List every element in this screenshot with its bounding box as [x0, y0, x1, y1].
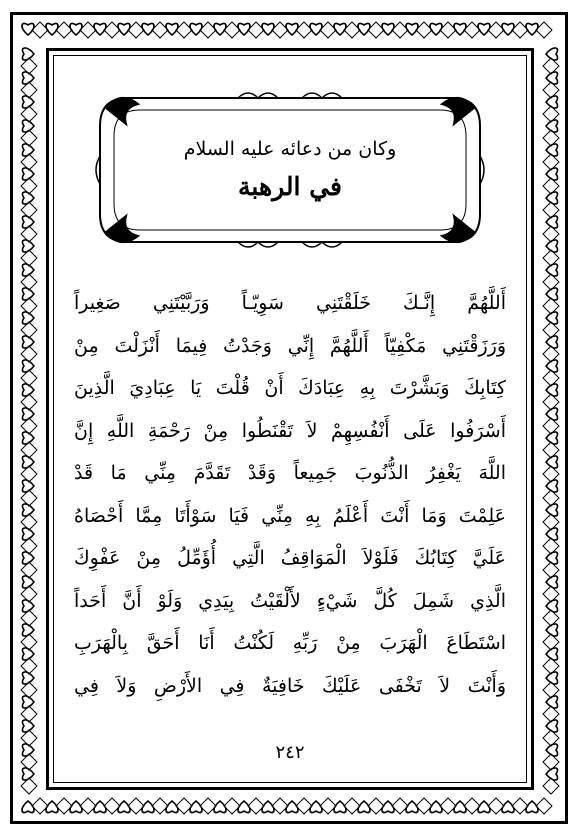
- text-line: وَرَزَقْتَنِي مَكْفِيّاً أَللَّهُمَّ إِنِّي وَجَدْتُ فِيمَا أَنْزَلْتَ مِنْ: [74, 334, 506, 357]
- text-line: الَّذِي شَمِلَ كُلَّ شَيْءٍ لأَلْقَيْتُ بِيَدِي وَلَوْ أَنَّ أَحَداً: [74, 589, 506, 612]
- cartouche-ornament: [88, 86, 492, 254]
- text-line: أَللَّهُمَّ إِنَّـكَ خَلَقْتَنِي سَوِيّـاً وَرَبَّيْتَنِي صَغِيراً: [74, 292, 506, 314]
- text-line: عَلِمْتَ وَمَا أَنْتَ أَعْلَمُ بِهِ مِنِّي فَيَا سَوْأَتَا مِمَّا أَحْصَاهُ: [74, 504, 506, 527]
- text-line: اللَّهَ يَغْفِرُ الذُّنُوبَ جَمِيعاً وَقَدْ تَقَدَّمَ مِنِّي مَا قَدْ: [74, 462, 506, 484]
- text-line: اسْتَطَاعَ الْهَرَبَ مِنْ رَبِّهِ لَكُنْتُ أَنَا أَحَقَّ بِالْهَرَبِ: [74, 632, 506, 654]
- prayer-title: في الرهبة: [238, 172, 342, 201]
- text-line: عَلَيَّ كِتَابُكَ فَلَوْلاَ الْمَوَاقِفُ الَّتِي أُؤَمِّلُ مِنْ عَفْوِكَ: [74, 547, 506, 569]
- prayer-intro: وكان من دعائه عليه السلام: [183, 138, 397, 160]
- text-line: وَأَنْتَ لاَ تَخْفَى عَلَيْكَ خَافِيَةٌ فِي الأَرْضِ وَلاَ فِي: [74, 674, 506, 697]
- text-line: أَسْرَفُوا عَلَى أَنْفُسِهِمْ لاَ تَقْنَطُوا مِنْ رَحْمَةِ اللَّهِ إِنَّ: [74, 419, 506, 442]
- prayer-body: [74, 282, 506, 707]
- text-line: كِتَابِكَ وَبَشَّرْتَ بِهِ عِبَادَكَ أَنْ قُلْتَ يَا عِبَادِيَ الَّذِينَ: [74, 377, 506, 399]
- page-number: ٢٤٢: [275, 742, 305, 763]
- title-cartouche: [88, 86, 492, 254]
